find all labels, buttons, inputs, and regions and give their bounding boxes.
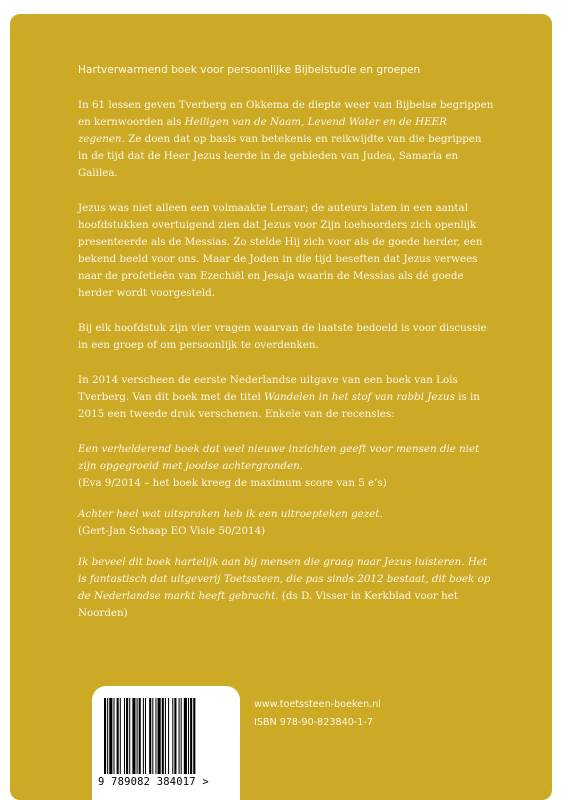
review-kerkblad — [78, 554, 494, 622]
review-eo-visie-quote: Achter heel wat uitspraken heb ik een uitroepteken gezet. — [78, 508, 383, 520]
paragraph-messias: Jezus was niet alleen een volmaakte Leraar; de auteurs laten in een aantal hoofdstukken overtuigend zien dat Jezus voor Zijn toehoorders zich openlijk presenteerde als de Messias. Zo stelde Hij zich voor als de goede herder, een bekend beeld voor ons. Maar de Joden in die tijd beseften dat Jezus verwees naar de profetieën van Ezechiël en Jesaja waarin de Messias als dé goede herder wordt voorgesteld. — [78, 202, 483, 299]
p1-text-b: . Ze doen dat op basis van betekenis en reikwijdte van die begrippen in de tijd dat de Heer Jezus leerde in de gebieden van Judea, Samaria en Galilea. — [78, 133, 482, 179]
barcode-number: 9 789082 384017 > — [98, 776, 209, 788]
review-eo-visie — [78, 506, 494, 540]
review-eva-quote: Een verhelderend boek dat veel nieuwe inzichten geeft voor mensen die niet zijn opgegroeid met joodse achtergronden. — [78, 443, 480, 472]
paragraph-reviews-intro — [78, 372, 494, 423]
review-eo-visie-source: (Gert-Jan Schaap EO Visie 50/2014) — [78, 525, 266, 537]
review-eva — [78, 441, 494, 492]
review-kerkblad-quote: Ik beveel dit boek hartelijk aan bij mensen die graag naar Jezus luisteren. Het is fantastisch dat uitgeverij Toetssteen, die pas sinds 2012 bestaat, dit boek op de Nederlandse markt heeft gebracht. — [78, 556, 491, 602]
p1-text-a: In 61 lessen geven Tverberg en Okkema de diepte weer van Bijbelse begrippen en kernwoorden als — [78, 99, 494, 128]
review-kerkblad-source: (ds D. Visser in Kerkblad voor het Noorden) — [78, 590, 458, 619]
p1-italic: Heiligen van de Naam, Levend Water en de HEER zegenen — [78, 116, 447, 145]
p4-text-a: In 2014 verscheen de eerste Nederlandse uitgave van een boek van Lois Tverberg. Van dit boek met de titel — [78, 374, 458, 403]
barcode-image — [100, 698, 232, 776]
website-link[interactable]: www.toetssteen-boeken.nl — [254, 699, 381, 710]
isbn: ISBN 978-90-823840-1-7 — [254, 717, 373, 728]
paragraph-intro — [78, 97, 494, 182]
paragraph-questions: Bij elk hoofdstuk zijn vier vragen waarvan de laatste bedoeld is voor discussie in een groep of om persoonlijk te overdenken. — [78, 322, 487, 351]
review-eva-source: (Eva 9/2014 – het boek kreeg de maximum score van 5 e’s) — [78, 477, 387, 489]
p4-italic: Wandelen in het stof van rabbi Jezus — [264, 391, 455, 403]
back-cover-text — [78, 62, 494, 622]
barcode-panel — [92, 686, 240, 800]
headline: Hartverwarmend boek voor persoonlijke Bijbelstudie en groepen — [78, 64, 421, 76]
p4-text-b: is in 2015 een tweede druk verschenen. Enkele van de recensies: — [78, 391, 480, 420]
publisher-info — [254, 696, 381, 732]
